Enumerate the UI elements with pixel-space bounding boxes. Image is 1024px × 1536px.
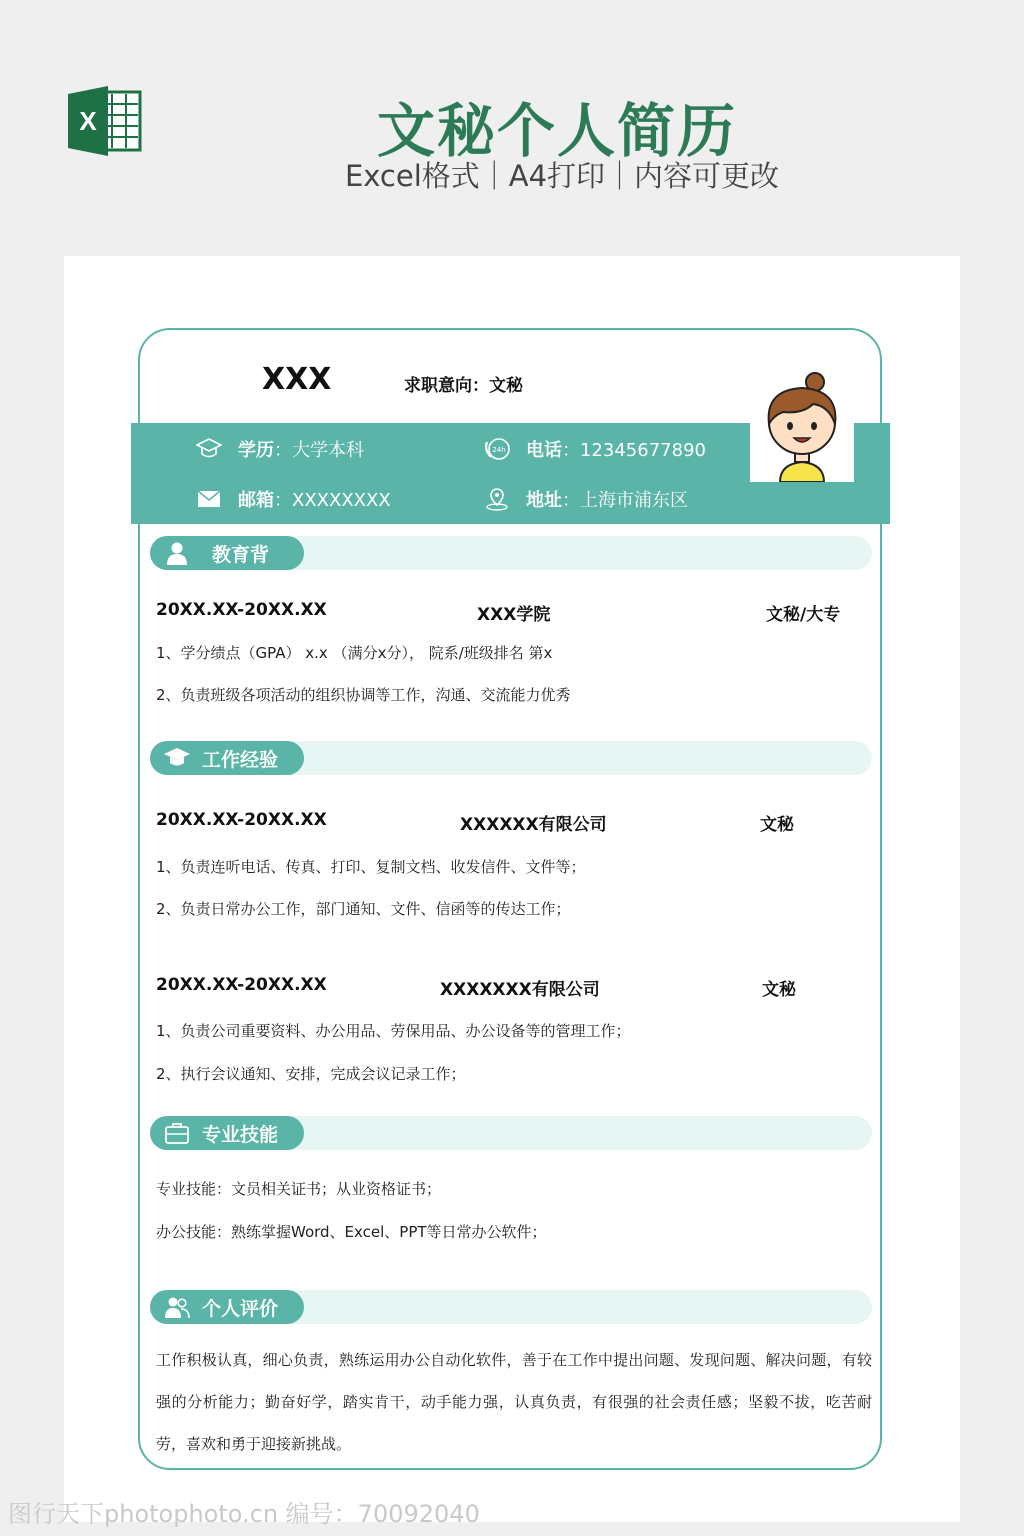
- avatar-girl-icon: [750, 368, 854, 482]
- education-value: ：大学本科: [274, 440, 364, 461]
- job-intent-value: 文秘: [489, 376, 523, 396]
- work1-period: 20XX.XX-20XX.XX: [156, 810, 327, 830]
- users-icon: [164, 1294, 190, 1320]
- evaluation-section-header: [150, 1290, 304, 1324]
- work-section-title: 工作经验: [202, 748, 279, 771]
- work1-line-2: 2、负责日常办公工作，部门通知、文件、信函等的传达工作；: [156, 900, 571, 918]
- edu-line-2: 2、负责班级各项活动的组织协调等工作，沟通、交流能力优秀: [156, 686, 571, 704]
- work1-company: XXXXXX有限公司: [460, 815, 607, 835]
- email-value: ：XXXXXXXX: [274, 490, 391, 511]
- profile-photo: [750, 368, 854, 482]
- address-value: ：上海市浦东区: [562, 490, 688, 511]
- user-icon: [164, 540, 190, 566]
- edu-line-1: 1、学分绩点（GPA） x.x （满分x分）， 院系/班级排名 第x: [156, 644, 553, 662]
- work-section-header: [150, 741, 304, 775]
- work2-period: 20XX.XX-20XX.XX: [156, 975, 327, 995]
- graduation-cap-icon: [196, 436, 222, 462]
- svg-text:X: X: [79, 106, 97, 136]
- skills-section-header: [150, 1116, 304, 1150]
- address-info: [484, 486, 688, 512]
- candidate-name: XXX: [262, 362, 332, 397]
- job-intent-label: 求职意向：: [404, 376, 489, 396]
- work1-role: 文秘: [760, 815, 794, 835]
- phone-24h-icon: [484, 436, 510, 462]
- page-subtitle: Excel格式｜A4打印｜内容可更改: [344, 159, 780, 193]
- address-label: 地址: [526, 490, 562, 511]
- evaluation-section-title: 个人评价: [202, 1297, 279, 1320]
- email-info: [196, 486, 391, 512]
- work2-company: XXXXXXX有限公司: [440, 980, 600, 1000]
- location-pin-icon: [484, 486, 510, 512]
- phone-label: 电话: [526, 440, 562, 461]
- work2-line-1: 1、负责公司重要资料、办公用品、劳保用品、办公设备等的管理工作；: [156, 1022, 631, 1040]
- edu-school: XXX学院: [477, 605, 551, 625]
- mail-icon: [196, 486, 222, 512]
- evaluation-text: 工作积极认真，细心负责，熟练运用办公自动化软件，善于在工作中提出问题、发现问题、解决问题，有较强的分析能力；勤奋好学，踏实肯干，动手能力强，认真负责，有很强的社会责任感；坚毅不拔，吃苦耐劳，喜欢和勇于迎接新挑战。: [156, 1351, 872, 1453]
- job-intent: [404, 371, 523, 396]
- education-section-header: [150, 536, 304, 570]
- phone-info: [484, 436, 706, 462]
- work2-role: 文秘: [762, 980, 796, 1000]
- briefcase-icon: [164, 1120, 190, 1146]
- work1-line-1: 1、负责连听电话、传真、打印、复制文档、收发信件、文件等；: [156, 858, 586, 876]
- education-info: [196, 436, 364, 462]
- skills-line-1: 专业技能：文员相关证书；从业资格证书；: [156, 1180, 442, 1198]
- watermark: 图行天下photophoto.cn 编号：70092040: [8, 1500, 480, 1528]
- phone-value: ：12345677890: [562, 440, 706, 461]
- education-label: 学历: [238, 440, 274, 461]
- graduation-cap-icon: [164, 745, 190, 771]
- email-label: 邮箱: [238, 490, 274, 511]
- page-title: 文秘个人简历: [376, 97, 737, 165]
- edu-degree: 文秘/大专: [766, 605, 841, 625]
- skills-line-2: 办公技能：熟练掌握Word、Excel、PPT等日常办公软件；: [156, 1223, 547, 1241]
- edu-period: 20XX.XX-20XX.XX: [156, 600, 327, 620]
- education-section-title: 教育背: [212, 543, 270, 566]
- svg-text:24h: 24h: [492, 446, 506, 454]
- skills-section-title: 专业技能: [202, 1123, 279, 1146]
- work2-line-2: 2、执行会议通知、安排，完成会议记录工作；: [156, 1065, 466, 1083]
